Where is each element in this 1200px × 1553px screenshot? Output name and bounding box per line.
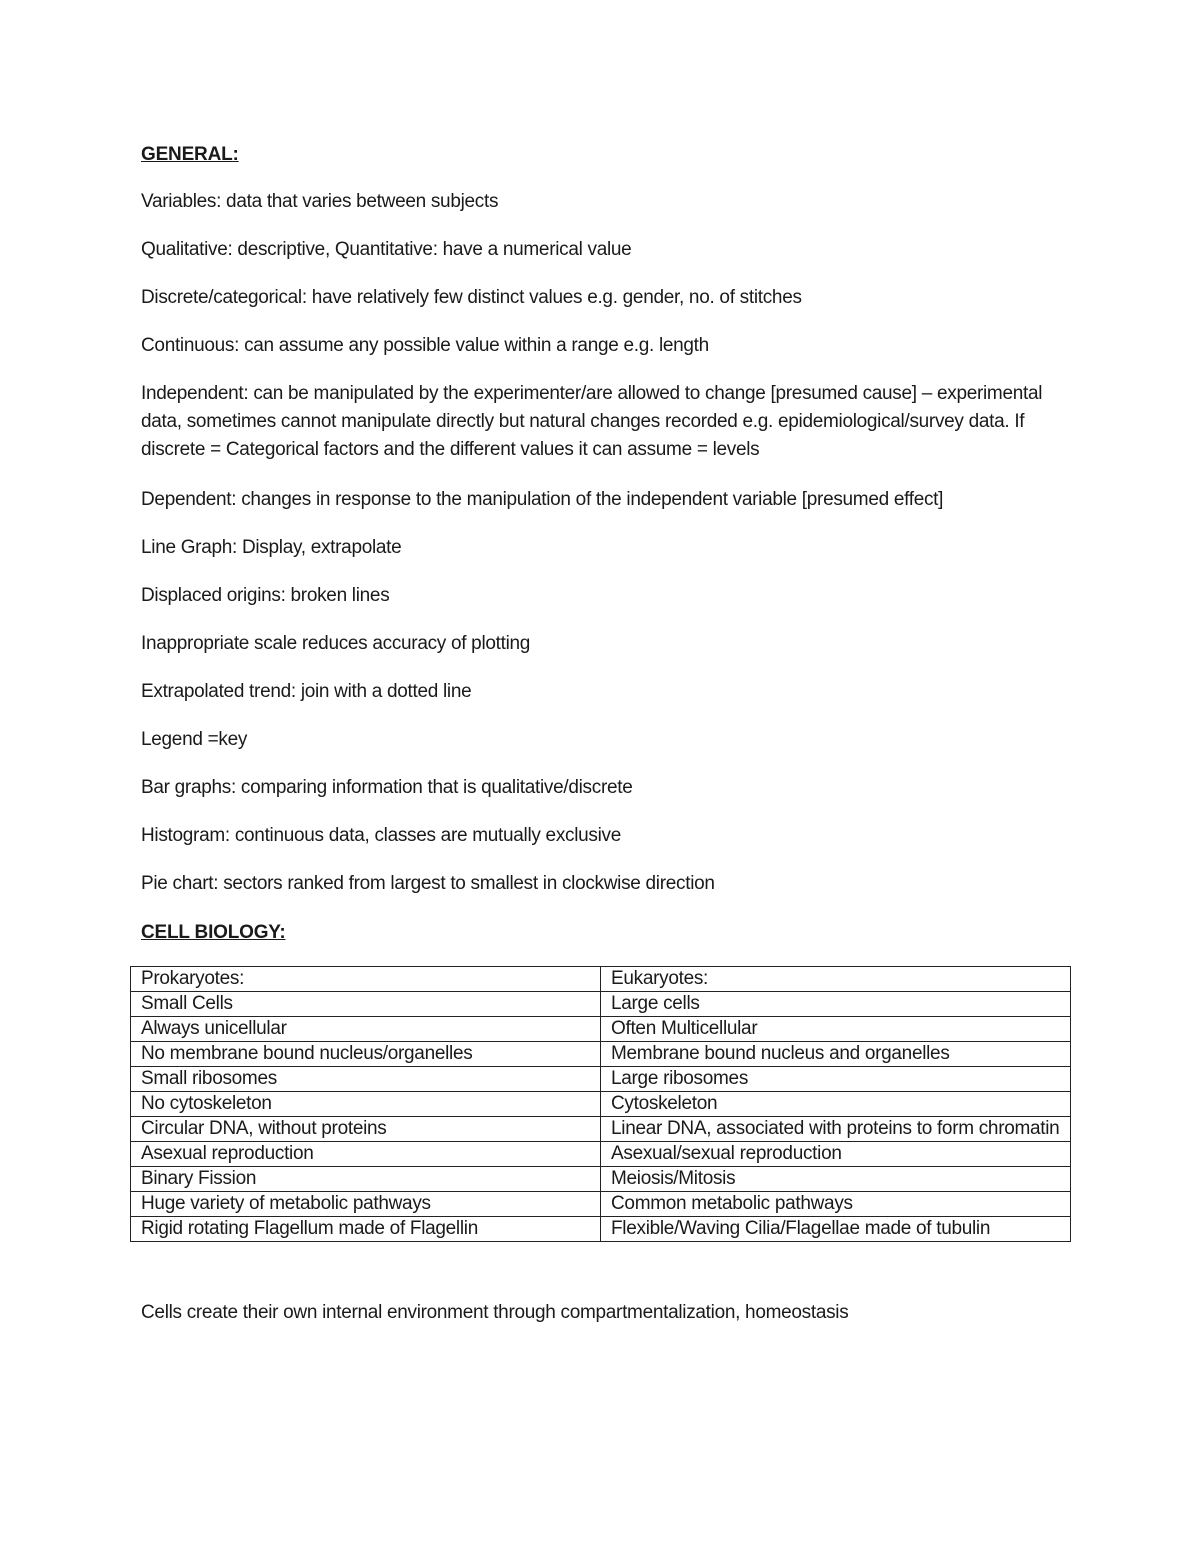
- paragraph-continuous: Continuous: can assume any possible value within a range e.g. length: [141, 335, 709, 356]
- table-body: [131, 967, 1071, 1242]
- paragraph-extrapolated-trend: Extrapolated trend: join with a dotted line: [141, 681, 472, 702]
- table-row: [131, 1042, 1071, 1067]
- prokaryote-cell: Small ribosomes: [131, 1067, 601, 1092]
- paragraph-displaced-origins: Displaced origins: broken lines: [141, 585, 390, 606]
- table-row: [131, 1167, 1071, 1192]
- prokaryote-cell: Always unicellular: [131, 1017, 601, 1042]
- paragraph-independent: Independent: can be manipulated by the experimenter/are allowed to change [presumed cause] – experimental data, sometimes cannot manipulate directly but natural changes recorded e.g. epidemiological/survey data. If discrete = Categorical factors and the different values it can assume = levels: [141, 383, 1043, 460]
- table-row: [131, 1092, 1071, 1117]
- eukaryote-cell: Common metabolic pathways: [601, 1192, 1071, 1217]
- paragraph-legend: Legend =key: [141, 729, 248, 750]
- paragraph-dependent: Dependent: changes in response to the manipulation of the independent variable [presumed effect]: [141, 489, 944, 510]
- paragraph-discrete: Discrete/categorical: have relatively few distinct values e.g. gender, no. of stitches: [141, 287, 802, 308]
- prokaryote-cell: Small Cells: [131, 992, 601, 1017]
- prokaryote-cell: Circular DNA, without proteins: [131, 1117, 601, 1142]
- eukaryote-cell: Membrane bound nucleus and organelles: [601, 1042, 1071, 1067]
- table-row: [131, 1017, 1071, 1042]
- prokaryote-cell: No cytoskeleton: [131, 1092, 601, 1117]
- prokaryote-cell: Asexual reproduction: [131, 1142, 601, 1167]
- eukaryote-cell: Linear DNA, associated with proteins to form chromatin: [601, 1117, 1071, 1142]
- prokaryote-cell: No membrane bound nucleus/organelles: [131, 1042, 601, 1067]
- table-row: [131, 992, 1071, 1017]
- eukaryote-cell: Large ribosomes: [601, 1067, 1071, 1092]
- table-row: [131, 1067, 1071, 1092]
- table-header-row: [131, 967, 1071, 992]
- paragraph-cells-environment: Cells create their own internal environment through compartmentalization, homeostasis: [141, 1302, 849, 1323]
- table-row: [131, 1117, 1071, 1142]
- eukaryote-cell: Flexible/Waving Cilia/Flagellae made of tubulin: [601, 1217, 1071, 1242]
- prokaryote-cell: Rigid rotating Flagellum made of Flagellin: [131, 1217, 601, 1242]
- prokaryote-cell: Binary Fission: [131, 1167, 601, 1192]
- general-heading: GENERAL:: [141, 144, 239, 165]
- paragraph-histogram: Histogram: continuous data, classes are mutually exclusive: [141, 825, 621, 846]
- paragraph-inappropriate-scale: Inappropriate scale reduces accuracy of plotting: [141, 633, 531, 654]
- prokaryote-eukaryote-table: [130, 966, 1071, 1242]
- prokaryote-cell: Prokaryotes:: [131, 967, 601, 992]
- paragraph-bar-graphs: Bar graphs: comparing information that is qualitative/discrete: [141, 777, 633, 798]
- eukaryote-cell: Meiosis/Mitosis: [601, 1167, 1071, 1192]
- table-row: [131, 1217, 1071, 1242]
- paragraph-qualitative: Qualitative: descriptive, Quantitative: have a numerical value: [141, 239, 632, 260]
- eukaryote-cell: Cytoskeleton: [601, 1092, 1071, 1117]
- cell-biology-heading: CELL BIOLOGY:: [141, 922, 286, 943]
- paragraph-pie-chart: Pie chart: sectors ranked from largest to smallest in clockwise direction: [141, 873, 715, 894]
- prokaryote-cell: Huge variety of metabolic pathways: [131, 1192, 601, 1217]
- eukaryote-cell: Eukaryotes:: [601, 967, 1071, 992]
- eukaryote-cell: Often Multicellular: [601, 1017, 1071, 1042]
- eukaryote-cell: Asexual/sexual reproduction: [601, 1142, 1071, 1167]
- table-row: [131, 1142, 1071, 1167]
- eukaryote-cell: Large cells: [601, 992, 1071, 1017]
- paragraph-variables: Variables: data that varies between subjects: [141, 191, 499, 212]
- table-row: [131, 1192, 1071, 1217]
- paragraph-line-graph: Line Graph: Display, extrapolate: [141, 537, 402, 558]
